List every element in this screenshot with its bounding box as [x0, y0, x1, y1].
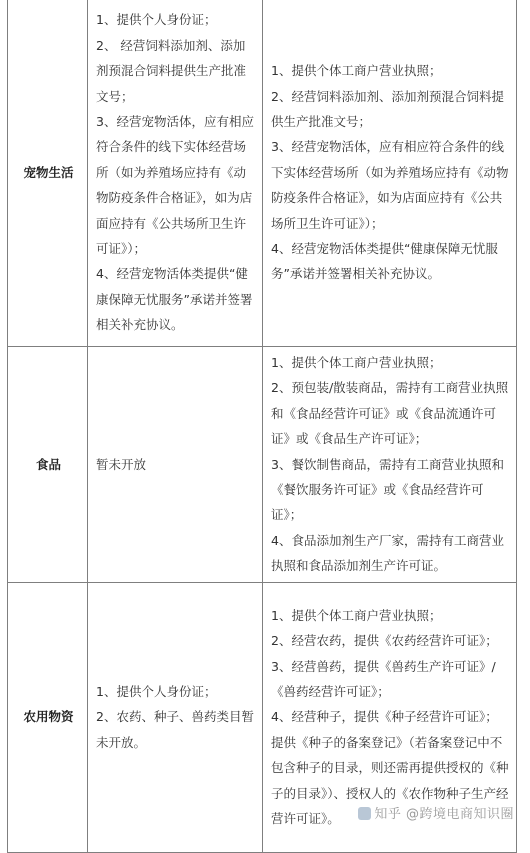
requirement-line: 3、经营宠物活体，应有相应符合条件的线下实体经营场所（如为养殖场应持有《动物防疫条件合格证》，如为店面应持有《公共场所卫生许可证》）； [271, 139, 509, 231]
watermark [358, 803, 514, 822]
requirement-line: 1、提供个体工商户营业执照； [271, 355, 442, 370]
business-requirements-cell [263, 0, 517, 347]
requirement-line: 1、提供个人身份证； [96, 12, 217, 28]
requirement-line: 2、农药、种子、兽药类目暂未开放。 [96, 709, 254, 750]
personal-requirements-cell [88, 347, 263, 583]
requirement-line: 1、提供个人身份证； [96, 684, 217, 700]
requirement-line: 2、 经营饲料添加剂、添加剂预混合饲料提供生产批准文号； [96, 37, 247, 104]
requirement-line: 暂未开放 [96, 456, 147, 472]
business-requirements-cell [263, 347, 517, 583]
category-cell: 宠物生活 [8, 0, 88, 347]
table-row [8, 347, 517, 583]
requirement-line: 4、经营宠物活体类提供“健康保障无忧服务”承诺并签署相关补充协议。 [271, 241, 498, 282]
requirement-line: 4、食品添加剂生产厂家，需持有工商营业执照和食品添加剂生产许可证。 [271, 532, 504, 574]
requirements-table [7, 0, 517, 853]
requirement-line: 1、提供个体工商户营业执照； [271, 63, 442, 79]
requirement-line: 2、经营饲料添加剂、添加剂预混合饲料提供生产批准文号； [271, 88, 504, 129]
personal-requirements-cell [88, 0, 263, 347]
requirement-line: 4、经营宠物活体类提供“健康保障无忧服务”承诺并签署相关补充协议。 [96, 266, 253, 333]
watermark-text: 知乎 @跨境电商知识圈 [374, 807, 514, 822]
zhihu-logo-icon [358, 807, 371, 820]
requirement-line: 3、餐饮制售商品，需持有工商营业执照和《餐饮服务许可证》或《食品经营许可证》； [271, 456, 504, 523]
requirement-line: 3、经营兽药，提供《兽药生产许可证》/《兽药经营许可证》； [271, 658, 496, 700]
requirement-line: 2、预包装/散装商品，需持有工商营业执照和《食品经营许可证》或《食品流通许可证》或《食品生产许可证》； [271, 380, 509, 447]
requirement-line: 1、提供个体工商户营业执照； [271, 607, 442, 623]
category-cell: 食品 [8, 347, 88, 583]
requirement-line: 2、经营农药，提供《农药经营许可证》； [271, 633, 498, 649]
requirement-line: 4、经营种子，提供《种子经营许可证》；提供《种子的备案登记》（若备案登记中不包含种子的目录，则还需再提供授权的《种子的目录》）、授权人的《农作物种子生产经营许可证》。 [271, 709, 509, 827]
requirement-line: 3、经营宠物活体，应有相应符合条件的线下实体经营场所（如为养殖场应持有《动物防疫条件合格证》，如为店面应持有《公共场所卫生许可证》）； [96, 113, 254, 257]
category-cell: 农用物资 [8, 582, 88, 852]
personal-requirements-cell [88, 582, 263, 852]
table-row [8, 0, 517, 347]
